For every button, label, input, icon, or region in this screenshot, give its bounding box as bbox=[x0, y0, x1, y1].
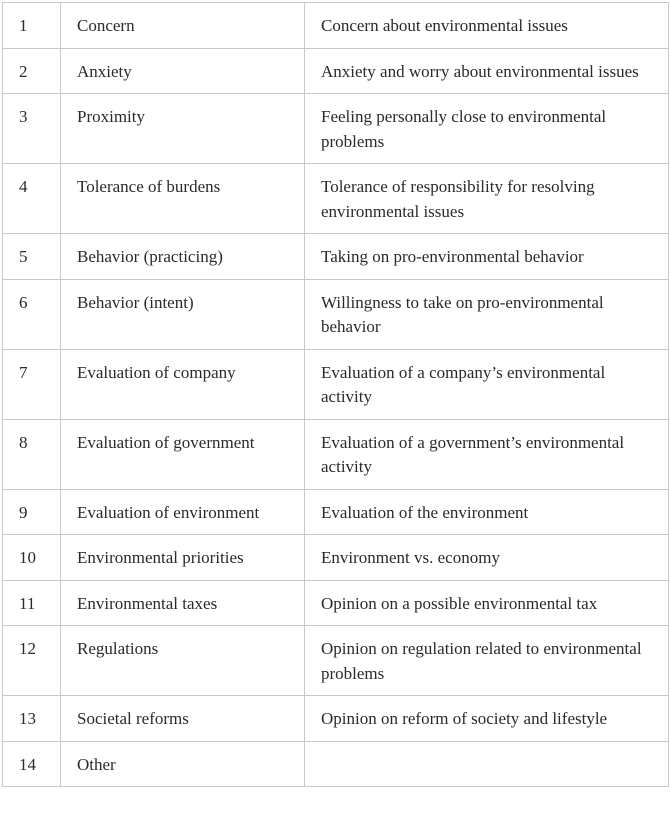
table-row bbox=[3, 279, 669, 349]
row-number: 6 bbox=[3, 279, 61, 349]
category-name: Other bbox=[61, 741, 305, 787]
row-number: 11 bbox=[3, 580, 61, 626]
row-number: 10 bbox=[3, 535, 61, 581]
category-description: Feeling personally close to environmental problems bbox=[305, 94, 669, 164]
table-row bbox=[3, 164, 669, 234]
category-table-body bbox=[3, 3, 669, 787]
table-row bbox=[3, 580, 669, 626]
table-row bbox=[3, 419, 669, 489]
table-row bbox=[3, 741, 669, 787]
category-name: Evaluation of company bbox=[61, 349, 305, 419]
category-description: Willingness to take on pro-environmental behavior bbox=[305, 279, 669, 349]
category-description: Environment vs. economy bbox=[305, 535, 669, 581]
row-number: 9 bbox=[3, 489, 61, 535]
category-name: Proximity bbox=[61, 94, 305, 164]
row-number: 2 bbox=[3, 48, 61, 94]
category-table bbox=[2, 2, 669, 787]
category-name: Behavior (practicing) bbox=[61, 234, 305, 280]
category-name: Concern bbox=[61, 3, 305, 49]
category-description: Concern about environmental issues bbox=[305, 3, 669, 49]
category-description: Tolerance of responsibility for resolving environmental issues bbox=[305, 164, 669, 234]
category-description: Opinion on regulation related to environmental problems bbox=[305, 626, 669, 696]
category-description: Evaluation of a government’s environmental activity bbox=[305, 419, 669, 489]
category-description: Opinion on a possible environmental tax bbox=[305, 580, 669, 626]
row-number: 1 bbox=[3, 3, 61, 49]
table-row bbox=[3, 626, 669, 696]
table-row bbox=[3, 94, 669, 164]
category-name: Environmental priorities bbox=[61, 535, 305, 581]
category-name: Anxiety bbox=[61, 48, 305, 94]
category-name: Evaluation of environment bbox=[61, 489, 305, 535]
category-name: Evaluation of government bbox=[61, 419, 305, 489]
category-description bbox=[305, 741, 669, 787]
category-name: Societal reforms bbox=[61, 696, 305, 742]
row-number: 12 bbox=[3, 626, 61, 696]
row-number: 14 bbox=[3, 741, 61, 787]
row-number: 7 bbox=[3, 349, 61, 419]
category-description: Evaluation of the environment bbox=[305, 489, 669, 535]
row-number: 4 bbox=[3, 164, 61, 234]
table-row bbox=[3, 349, 669, 419]
category-description: Anxiety and worry about environmental issues bbox=[305, 48, 669, 94]
row-number: 5 bbox=[3, 234, 61, 280]
table-row bbox=[3, 696, 669, 742]
category-description: Taking on pro-environmental behavior bbox=[305, 234, 669, 280]
table-row bbox=[3, 3, 669, 49]
category-name: Regulations bbox=[61, 626, 305, 696]
row-number: 3 bbox=[3, 94, 61, 164]
table-row bbox=[3, 489, 669, 535]
table-row bbox=[3, 234, 669, 280]
category-description: Evaluation of a company’s environmental activity bbox=[305, 349, 669, 419]
category-description: Opinion on reform of society and lifestyle bbox=[305, 696, 669, 742]
category-name: Behavior (intent) bbox=[61, 279, 305, 349]
row-number: 8 bbox=[3, 419, 61, 489]
category-name: Environmental taxes bbox=[61, 580, 305, 626]
row-number: 13 bbox=[3, 696, 61, 742]
table-row bbox=[3, 48, 669, 94]
category-name: Tolerance of burdens bbox=[61, 164, 305, 234]
table-row bbox=[3, 535, 669, 581]
